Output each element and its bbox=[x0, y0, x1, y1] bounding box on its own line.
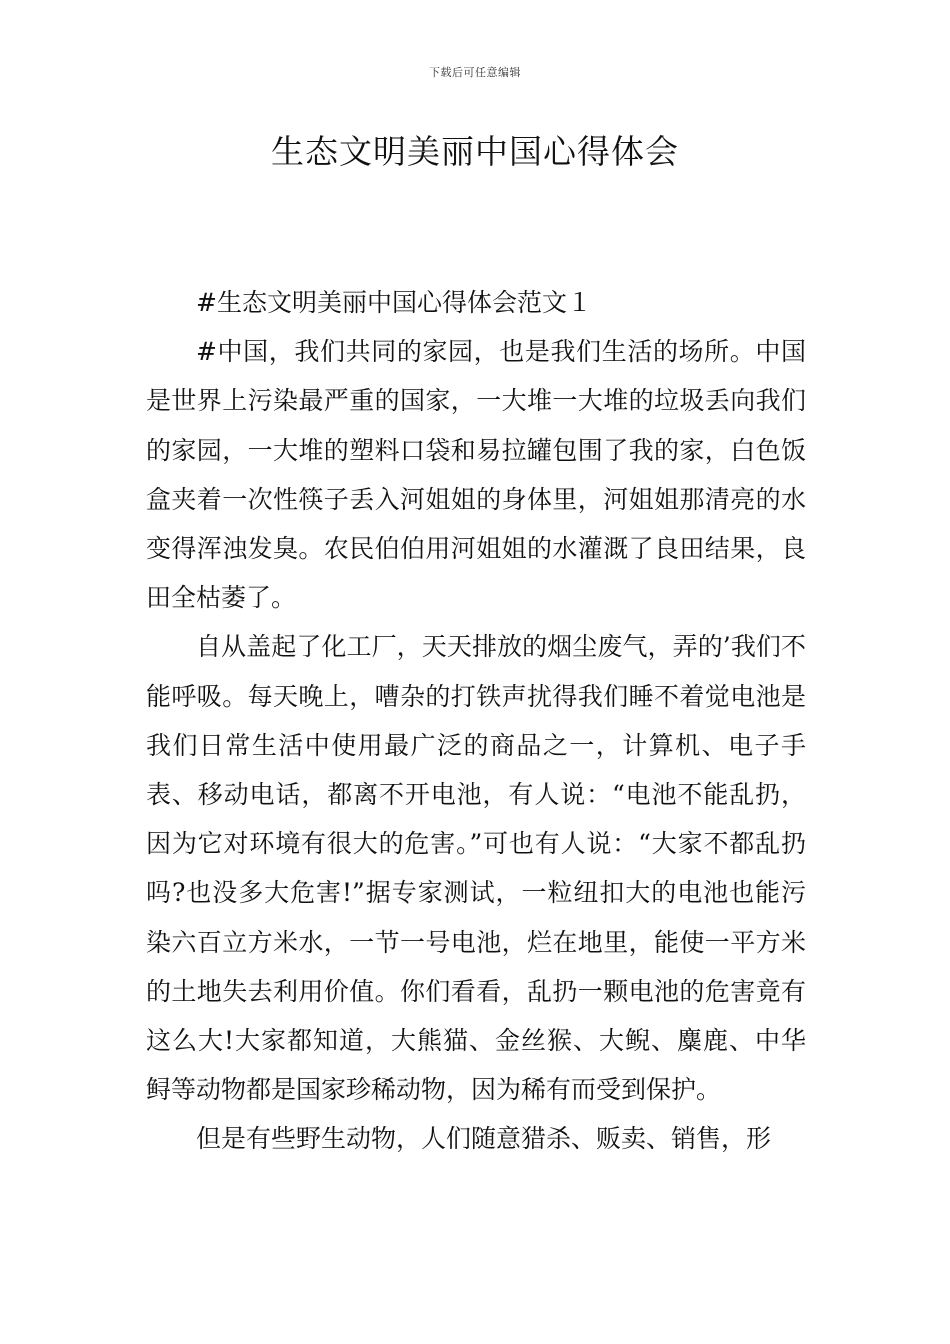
paragraph-3: 但是有些野生动物，人们随意猎杀、贩卖、销售，形 bbox=[196, 1124, 772, 1154]
document-body bbox=[146, 278, 806, 1164]
paragraph-1: #中国，我们共同的家园，也是我们生活的场所。中国是世界上污染最严重的国家，一大堆一大堆的垃圾丢向我们的家园，一大堆的塑料口袋和易拉罐包围了我的家，白色饭盒夹着一次性筷子丢入河姐姐的身体里，河姐姐那清亮的水变得浑浊发臭。农民伯伯用河姐姐的水灌溉了良田结果，良田全枯萎了。 bbox=[146, 337, 806, 613]
section-label: #生态文明美丽中国心得体会范文１ bbox=[196, 288, 592, 317]
document-title: 生态文明美丽中国心得体会 bbox=[271, 132, 679, 171]
header-note: 下载后可任意编辑 bbox=[429, 66, 521, 79]
paragraph-2: 自从盖起了化工厂，天天排放的烟尘废气，弄的’我们不能呼吸。每天晚上，嘈杂的打铁声扰得我们睡不着觉电池是我们日常生活中使用最广泛的商品之一，计算机、电子手表、移动电话，都离不开电池，有人说：“电池不能乱扔，因为它对环境有很大的危害。”可也有人说：“大家不都乱扔吗?也没多大危害!”据专家测试，一粒纽扣大的电池也能污染六百立方米水，一节一号电池，烂在地里，能使一平方米的土地失去利用价值。你们看看，乱扔一颗电池的危害竟有这么大!大家都知道，大熊猫、金丝猴、大鲵、麋鹿、中华鲟等动物都是国家珍稀动物，因为稀有而受到保护。 bbox=[146, 632, 806, 1105]
